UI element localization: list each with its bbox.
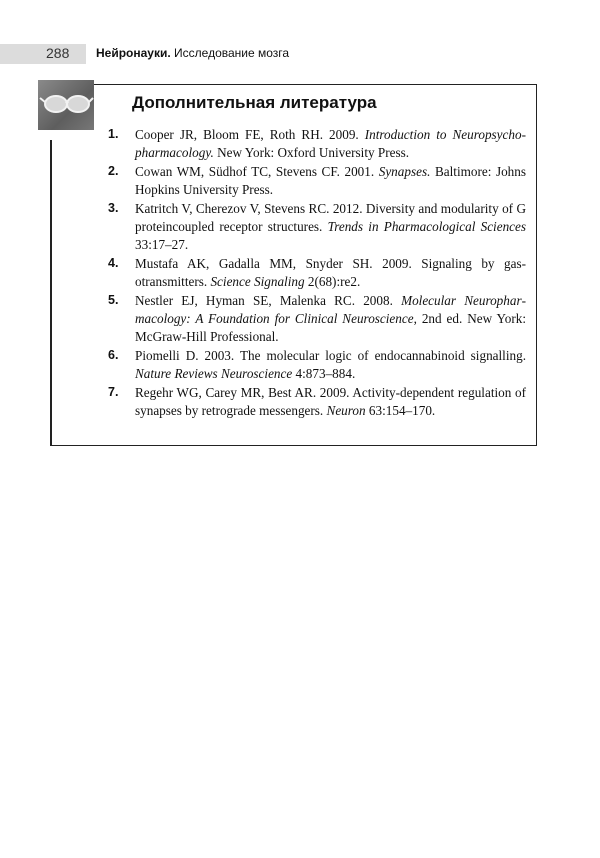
reference-title: Molecular Neuropharmacology: A Foundation for Clinical Neuroscience bbox=[135, 293, 526, 326]
reference-number: 2. bbox=[108, 164, 119, 179]
reference-text bbox=[135, 292, 526, 345]
reference-number: 6. bbox=[108, 348, 119, 363]
reference-text bbox=[135, 163, 526, 198]
reference-item bbox=[108, 347, 526, 382]
reference-item bbox=[108, 292, 526, 345]
box-title: Дополнительная литература bbox=[132, 93, 377, 112]
reference-details: Baltimore: Johns Hopkins University Press. bbox=[135, 164, 526, 197]
reference-number: 4. bbox=[108, 256, 119, 271]
reference-title: Neuron bbox=[326, 402, 366, 418]
reference-number: 1. bbox=[108, 127, 119, 141]
book-subtitle: Исследование мозга bbox=[174, 46, 290, 60]
running-header bbox=[0, 44, 600, 64]
reference-text bbox=[135, 347, 526, 382]
reference-item bbox=[108, 126, 526, 161]
reference-details: New York: Oxford University Press. bbox=[213, 144, 410, 160]
glasses-icon bbox=[38, 80, 94, 130]
reference-details: 63:154–170. bbox=[365, 402, 436, 418]
reference-authors: Katritch V, Cherezov V, Stevens RC. 2012. Diversity and modularity of G proteincoupled receptor structures. bbox=[135, 201, 526, 234]
reference-authors: Cooper JR, Bloom FE, Roth RH. 2009. bbox=[135, 127, 365, 142]
reference-text bbox=[135, 384, 526, 419]
reference-number: 3. bbox=[108, 201, 119, 216]
reference-list bbox=[108, 126, 526, 422]
reference-title: Nature Reviews Neuroscience bbox=[135, 365, 293, 381]
reference-title: Science Signaling bbox=[210, 273, 305, 289]
reference-text bbox=[135, 126, 526, 161]
reference-authors: Nestler EJ, Hyman SE, Malenka RC. 2008. bbox=[135, 293, 402, 309]
reference-authors: Cowan WM, Südhof TC, Stevens CF. 2001. bbox=[135, 164, 379, 180]
reference-item bbox=[108, 384, 526, 419]
reference-number: 5. bbox=[108, 293, 119, 308]
reference-details: 2(68):re2. bbox=[304, 273, 361, 289]
reference-title: Introduction to Neuropsychopharmacology. bbox=[135, 127, 526, 160]
reference-text bbox=[135, 255, 526, 290]
reference-title: Trends in Pharmacological Sciences bbox=[327, 218, 526, 234]
reference-number: 7. bbox=[108, 385, 119, 400]
reference-item bbox=[108, 163, 526, 198]
reference-item bbox=[108, 200, 526, 253]
reference-text bbox=[135, 200, 526, 253]
reference-title: Synapses. bbox=[378, 164, 431, 180]
reference-details: , 2nd ed. New York: McGraw-Hill Professional. bbox=[135, 310, 526, 344]
running-head-title bbox=[96, 46, 289, 60]
book-title: Нейронауки. bbox=[96, 46, 171, 60]
page-number-box bbox=[0, 44, 86, 64]
page-number: 288 bbox=[46, 45, 70, 61]
reference-item bbox=[108, 255, 526, 290]
reference-authors: Piomelli D. 2003. The molecular logic of endocannabinoid signalling. bbox=[135, 348, 526, 364]
box-left-rule bbox=[50, 140, 52, 446]
reference-details: 4:873–884. bbox=[292, 365, 356, 381]
reference-authors: Mustafa AK, Gadalla MM, Snyder SH. 2009. Signaling by gasotransmitters. bbox=[135, 256, 526, 289]
reference-details: 33:17–27. bbox=[135, 236, 189, 252]
reference-authors: Regehr WG, Carey MR, Best AR. 2009. Activity-dependent regulation of synapses by retrograde messengers. bbox=[135, 385, 526, 418]
